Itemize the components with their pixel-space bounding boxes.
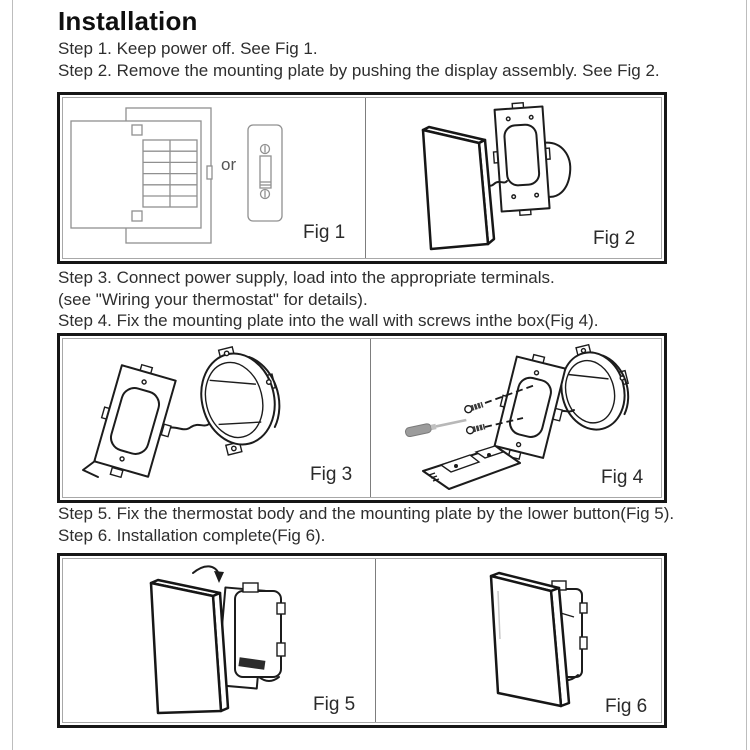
down-arrow-icon <box>193 566 224 583</box>
steps-block-3 <box>58 503 674 546</box>
step-4-text: Step 4. Fix the mounting plate into the wall with screws inthe box(Fig 4). <box>58 311 599 330</box>
display-panel-drawing <box>151 580 228 713</box>
figure-box-2 <box>57 333 667 503</box>
steps-block-1 <box>58 38 660 81</box>
step-1-text: Step 1. Keep power off. See Fig 1. <box>58 39 318 58</box>
step-3-text: Step 3. Connect power supply, load into the appropriate terminals. <box>58 268 555 287</box>
mounting-plate-drawing <box>87 358 185 487</box>
screw-drawing <box>466 423 486 435</box>
step-2-text: Step 2. Remove the mounting plate by pushing the display assembly. See Fig 2. <box>58 60 660 80</box>
fig4-label: Fig 4 <box>601 467 644 488</box>
steps-block-2 <box>58 267 598 332</box>
screw-drawing <box>464 401 484 414</box>
thermostat-base-drawing <box>423 446 520 489</box>
plate-hook-drawing <box>83 461 98 477</box>
page-title: Installation <box>58 6 198 36</box>
step-5-text: Step 5. Fix the thermostat body and the mounting plate by the lower button(Fig 5). <box>58 504 675 523</box>
fig5-label: Fig 5 <box>313 694 356 715</box>
light-switch-drawing <box>248 125 282 221</box>
fig6-label: Fig 6 <box>605 696 648 717</box>
fig2-label: Fig 2 <box>593 228 636 249</box>
figure-box-1 <box>57 92 667 264</box>
mounting-plate-drawing <box>490 101 554 217</box>
page-edge-left <box>12 0 13 750</box>
junction-box-drawing <box>552 338 638 437</box>
or-text: or <box>221 155 237 174</box>
step-6-text: Step 6. Installation complete(Fig 6). <box>58 525 326 545</box>
wires-drawing <box>165 424 209 431</box>
figure-box-3 <box>57 553 667 728</box>
junction-box-drawing <box>190 339 289 458</box>
breaker-panel-drawing <box>71 108 212 243</box>
wiring-note-text: (see "Wiring your thermostat" for details). <box>58 289 368 309</box>
assembled-thermostat-drawing <box>491 573 569 706</box>
page-edge-right <box>746 0 747 750</box>
display-panel-drawing <box>423 127 494 249</box>
fig3-label: Fig 3 <box>310 464 353 485</box>
mounting-plate-drawing <box>489 350 574 467</box>
fig1-label: Fig 1 <box>303 222 346 243</box>
screwdriver-icon <box>405 416 468 438</box>
power-module-drawing <box>235 583 285 681</box>
